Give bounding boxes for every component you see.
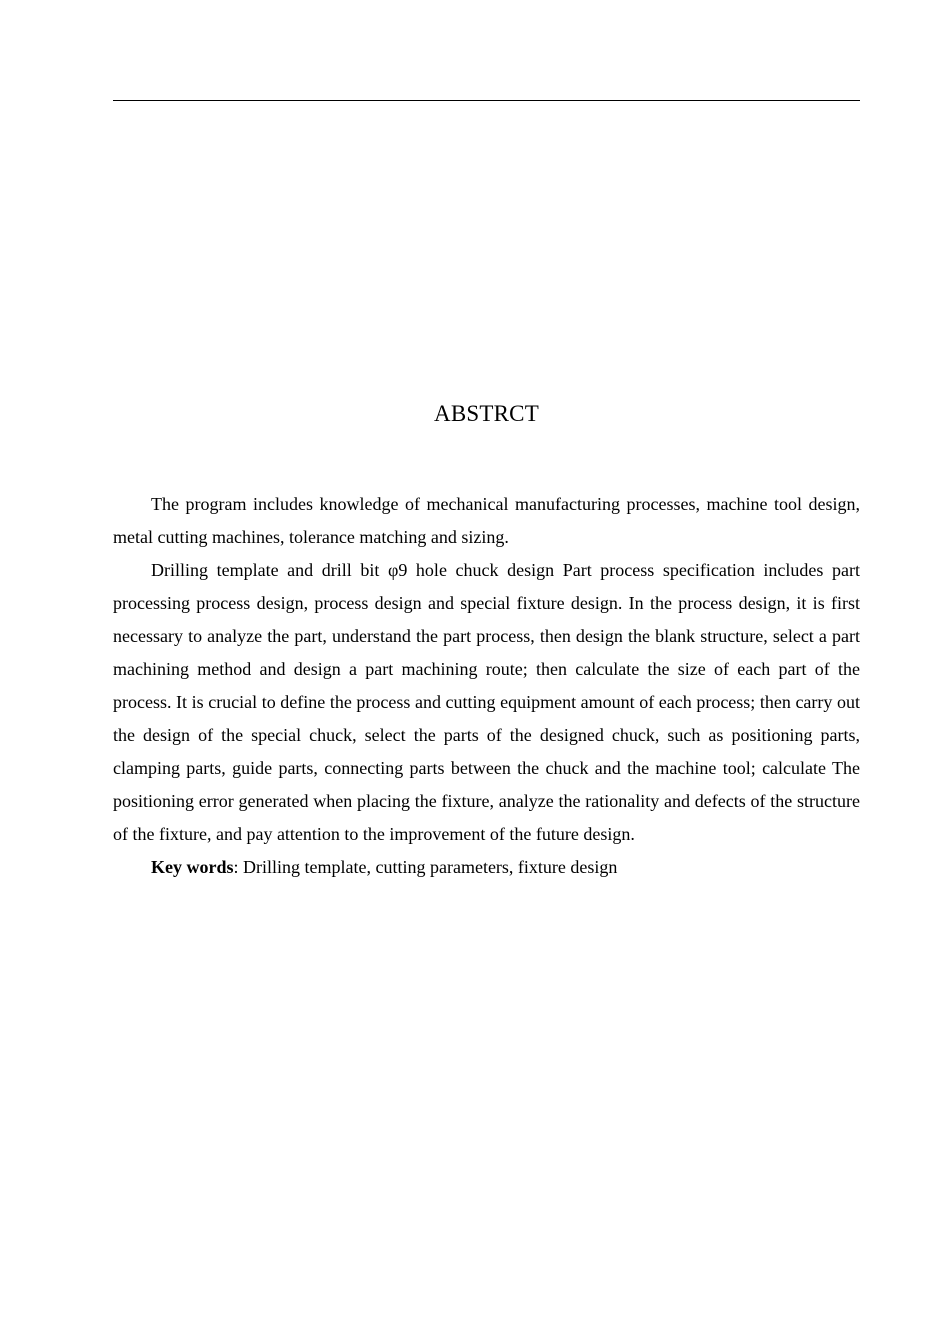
abstract-paragraph-2: Drilling template and drill bit φ9 hole chuck design Part process specification includes part processing process design, process design and special fixture design. In the process design, it is first necessary to analyze the part, understand the part process, then design the blank structure, select a part machining method and design a part machining route; then calculate the size of each part of the process. It is crucial to define the process and cutting equipment amount of each process; then carry out the design of the special chuck, select the parts of the designed chuck, such as positioning parts, clamping parts, guide parts, connecting parts between the chuck and the machine tool; calculate The positioning error generated when placing the fixture, analyze the rationality and defects of the structure of the fixture, and pay attention to the improvement of the future design. (113, 560, 860, 844)
abstract-body (113, 488, 860, 884)
keywords-line (113, 851, 860, 884)
header-rule (113, 100, 860, 101)
abstract-paragraph-1: The program includes knowledge of mechanical manufacturing processes, machine tool design, metal cutting machines, tolerance matching and sizing. (113, 494, 860, 547)
abstract-title: ABSTRCT (434, 401, 539, 426)
keywords-value: Drilling template, cutting parameters, fixture design (243, 857, 618, 877)
keywords-separator: : (233, 857, 244, 877)
keywords-label: Key words (151, 857, 234, 877)
